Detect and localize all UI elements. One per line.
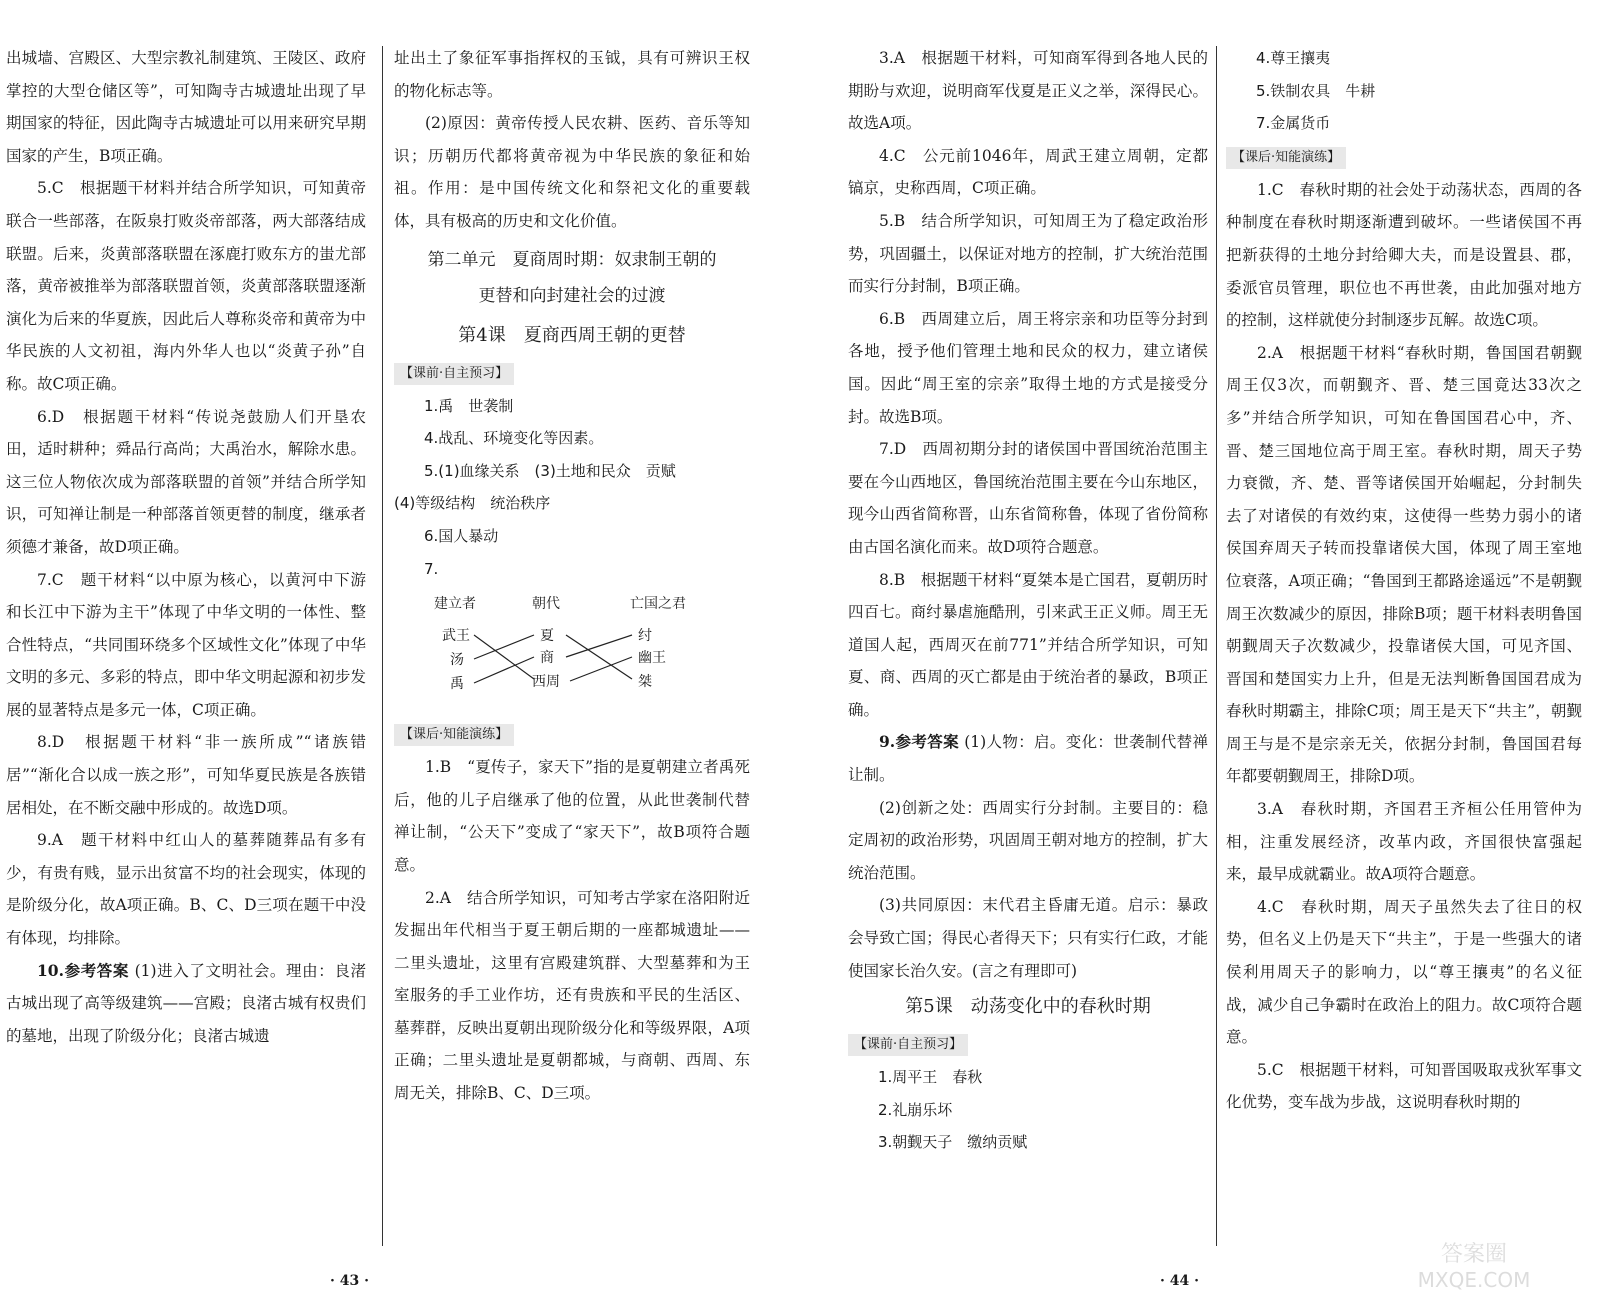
post-answer-4: 4.C 春秋时期，周天子虽然失去了往日的权势，但名义上仍是天下“共主”，于是一些强大的诸侯利用周天子的影响力，以“尊王攘夷”的名义征战，减少自己争霸时在政治上的阻力。故C项符合题意。	[1226, 897, 1582, 1047]
left-page-column-1	[6, 42, 366, 1052]
right-page-column-1	[848, 42, 1208, 1159]
page-number: · 43 ·	[330, 1273, 369, 1289]
pre-answer: 4.战乱、环境变化等因素。	[424, 429, 604, 448]
answer-lead: 10.参考答案	[37, 960, 130, 980]
section-tag-pre: 【课前·自主预习】	[848, 1034, 968, 1056]
pre-answer: 3.朝觐天子 缴纳贡赋	[878, 1133, 1028, 1152]
answer-9	[848, 726, 1208, 791]
answer-8: 8.D 根据题干材料“非一族所成”“诸族错居”“渐化合以成一族之形”，可知华夏民族是各族错居相处，在不断交融中形成的。故选D项。	[6, 733, 366, 817]
answer-text: (1)进入了文明社会。理由：良渚古城出现了高等级建筑——宫殿；良渚古城有权贵们的墓地，出现了阶级分化；良渚古城遗	[6, 961, 366, 1045]
section-tag-post: 【课后·知能演练】	[394, 724, 514, 746]
answer-6: 6.B 西周建立后，周王将宗亲和功臣等分封到各地，授予他们管理土地和民众的权力，建立诸侯国。因此“周王室的宗亲”取得土地的方式是接受分封。故选B项。	[848, 309, 1208, 426]
lesson-title: 第4课 夏商西周王朝的更替	[458, 324, 686, 346]
pre-answer: (4)等级结构 统治秩序	[394, 494, 551, 513]
diagram-founder: 汤	[450, 652, 464, 669]
diagram-last-king: 桀	[638, 674, 652, 691]
paragraph: 址出土了象征军事指挥权的玉钺，具有可辨识王权的物化标志等。	[394, 49, 750, 100]
post-answer-2: 2.A 根据题干材料“春秋时期，鲁国国君朝觐周王仅3次，而朝觐齐、晋、楚三国竟达33次之多”并结合所学知识，可知在鲁国国君心中，齐、晋、楚三国地位高于周王室。春秋时期，周天子势力衰微，齐、楚、晋等诸侯国开始崛起，分封制失去了对诸侯的有效约束，这使得一些势力弱小的诸侯国弃周天子转而投靠诸侯大国，体现了周王室地位衰落，A项正确；“鲁国到王都路途遥远”不是朝觐周王次数减少的原因，排除B项；题干材料表明鲁国朝觐周天子次数减少，投靠诸侯大国，可见齐国、晋国和楚国实力上升，但是无法判断鲁国国君成为春秋时期霸主，排除C项；周王是天下“共主”，朝觐周王与是不是宗亲无关，依据分封制，鲁国国君每年都要朝觐周王，排除D项。	[1226, 343, 1582, 786]
diagram-last-king: 幽王	[638, 650, 666, 667]
answer-text: (1)人物：启。变化：世袭制代替禅让制。	[848, 733, 1208, 785]
section-tag-post: 【课后·知能演练】	[1226, 147, 1346, 169]
diagram-header: 建立者	[434, 596, 476, 613]
answer-lead: 9.参考答案	[879, 732, 959, 752]
pre-answer: 7.金属货币	[1256, 114, 1331, 133]
answer-7: 7.C 题干材料“以中原为核心，以黄河中下游和长江中下游为主干”体现了中华文明的一体性、整合性特点，“共同围环绕多个区域性文化”体现了中华文明的多元、多彩的特点，即中华文明起源和初步发展的显著特点是多元一体，C项正确。	[6, 570, 366, 719]
section-tag-pre: 【课前·自主预习】	[394, 363, 514, 385]
post-answer-5: 5.C 根据题干材料，可知晋国吸取戎狄军事文化优势，变车战为步战，这说明春秋时期的	[1226, 1060, 1582, 1112]
svg-text:MXQE.COM: MXQE.COM	[1417, 1268, 1531, 1292]
svg-text:答案圈: 答案圈	[1440, 1242, 1508, 1267]
answer-7: 7.D 西周初期分封的诸侯国中晋国统治范围主要在今山西地区，鲁国统治范围主要在今山东地区，现今山西省简称晋，山东省简称鲁，体现了省份简称由古国名演化而来。故D项符合题意。	[848, 440, 1208, 556]
pre-answer: 1.禹 世袭制	[424, 396, 514, 415]
paragraph: 出城墙、宫殿区、大型宗教礼制建筑、王陵区、政府掌控的大型仓储区等”，可知陶寺古城遗址出现了早期国家的特征，因此陶寺古城遗址可以用来研究早期国家的产生，B项正确。	[6, 49, 366, 165]
answer-10	[6, 955, 366, 1053]
matching-diagram	[394, 587, 750, 717]
unit-title-line-1: 第二单元 夏商周时期：奴隶制王朝的	[427, 249, 717, 270]
pre-answer: 2.礼崩乐坏	[878, 1100, 953, 1119]
post-answer-1: 1.C 春秋时期的社会处于动荡状态，西周的各种制度在春秋时期逐渐遭到破坏。一些诸侯国不再把新获得的土地分封给卿大夫，而是设置县、郡，委派官员管理，职位也不再世袭，由此加强对地方的控制，这样就使分封制逐步瓦解。故选C项。	[1226, 180, 1582, 330]
answer-9-part-3: (3)共同原因：末代君主昏庸无道。启示：暴政会导致亡国；得民心者得天下；只有实行仁政，才能使国家长治久安。(言之有理即可)	[848, 896, 1208, 980]
post-answer-1: 1.B “夏传子，家天下”指的是夏朝建立者禹死后，他的儿子启继承了他的位置，从此世袭制代替禅让制，“公天下”变成了“家天下”，故B项符合题意。	[394, 758, 750, 874]
answer-4: 4.C 公元前1046年，周武王建立周朝，定都镐京，史称西周，C项正确。	[848, 146, 1208, 198]
page-number: · 44 ·	[1160, 1273, 1199, 1289]
pre-answer: 7.	[424, 559, 439, 578]
watermark-logo	[1364, 1235, 1584, 1295]
answer-9: 9.A 题干材料中红山人的墓葬随葬品有多有少，有贵有贱，显示出贫富不均的社会现实，体现的是阶级分化，故A项正确。B、C、D三项在题干中没有体现，均排除。	[6, 831, 366, 948]
diagram-last-king: 纣	[638, 628, 652, 645]
paragraph: (2)原因：黄帝传授人民农耕、医药、音乐等知识；历朝历代都将黄帝视为中华民族的象征和始祖。作用：是中国传统文化和祭祀文化的重要载体，具有极高的历史和文化价值。	[394, 114, 750, 230]
right-page-column-2	[1226, 42, 1582, 1119]
lesson-title: 第5课 动荡变化中的春秋时期	[905, 996, 1151, 1018]
pre-answer: 6.国人暴动	[424, 526, 499, 545]
pre-answer: 5.(1)血缘关系 (3)土地和民众 贡赋	[424, 461, 676, 480]
diagram-header: 朝代	[532, 596, 560, 613]
diagram-founder: 禹	[450, 676, 464, 693]
answer-8: 8.B 根据题干材料“夏桀本是亡国君，夏朝历时四百七。商纣暴虐施酷刑，引来武王正义师。周王无道国人起，西周灭在前771”并结合所学知识，可知夏、商、西周的灭亡都是由于统治者的暴政，B项正确。	[848, 570, 1208, 719]
answer-5: 5.B 结合所学知识，可知周王为了稳定政治形势，巩固疆土，以保证对地方的控制，扩大统治范围而实行分封制，B项正确。	[848, 211, 1208, 296]
unit-title-line-2: 更替和向封建社会的过渡	[478, 285, 666, 306]
answer-9-part-2: (2)创新之处：西周实行分封制。主要目的：稳定周初的政治形势，巩固周王朝对地方的控制，扩大统治范围。	[848, 798, 1208, 882]
post-answer-2: 2.A 结合所学知识，可知考古学家在洛阳附近发掘出年代相当于夏王朝后期的一座都城遗址——二里头遗址，这里有宫殿建筑群、大型墓葬和为王室服务的手工业作坊，还有贵族和平民的生活区、墓葬群，反映出夏朝出现阶级分化和等级界限，A项正确；二里头遗址是夏朝都城，与商朝、西周、东周无关，排除B、C、D三项。	[394, 888, 750, 1103]
column-divider	[1216, 46, 1217, 1246]
pre-answer: 4.尊王攘夷	[1256, 49, 1331, 67]
answer-5: 5.C 根据题干材料并结合所学知识，可知黄帝联合一些部落，在阪泉打败炎帝部落，两大部落结成联盟。后来，炎黄部落联盟在涿鹿打败东方的蚩尤部落，黄帝被推举为部落联盟首领，炎黄部落联盟逐渐演化为后来的华夏族，因此后人尊称炎帝和黄帝为中华民族的人文初祖，海内外华人也以“炎黄子孙”自称。故C项正确。	[6, 179, 366, 393]
answer-6: 6.D 根据题干材料“传说尧鼓励人们开垦农田，适时耕种；舜品行高尚；大禹治水，解除水患。这三位人物依次成为部落联盟的首领”并结合所学知识，可知禅让制是一种部落首领更替的制度，继承者须德才兼备，故D项正确。	[6, 407, 366, 556]
left-page-column-2	[394, 42, 750, 1110]
left-page	[0, 0, 780, 1303]
diagram-dynasty: 西周	[532, 674, 560, 691]
column-divider	[382, 46, 383, 1246]
diagram-dynasty: 商	[540, 650, 554, 667]
answer-3: 3.A 根据题干材料，可知商军得到各地人民的期盼与欢迎，说明商军伐夏是正义之举，深得民心。故选A项。	[848, 49, 1208, 133]
diagram-founder: 武王	[442, 628, 470, 645]
pre-answer: 5.铁制农具 牛耕	[1256, 81, 1376, 100]
right-page	[820, 0, 1600, 1303]
diagram-dynasty: 夏	[540, 628, 554, 645]
post-answer-3: 3.A 春秋时期，齐国君王齐桓公任用管仲为相，注重发展经济，改革内政，齐国很快富强起来，最早成就霸业。故A项符合题意。	[1226, 800, 1582, 884]
pre-answer: 1.周平王 春秋	[878, 1068, 983, 1087]
diagram-header: 亡国之君	[630, 596, 686, 613]
